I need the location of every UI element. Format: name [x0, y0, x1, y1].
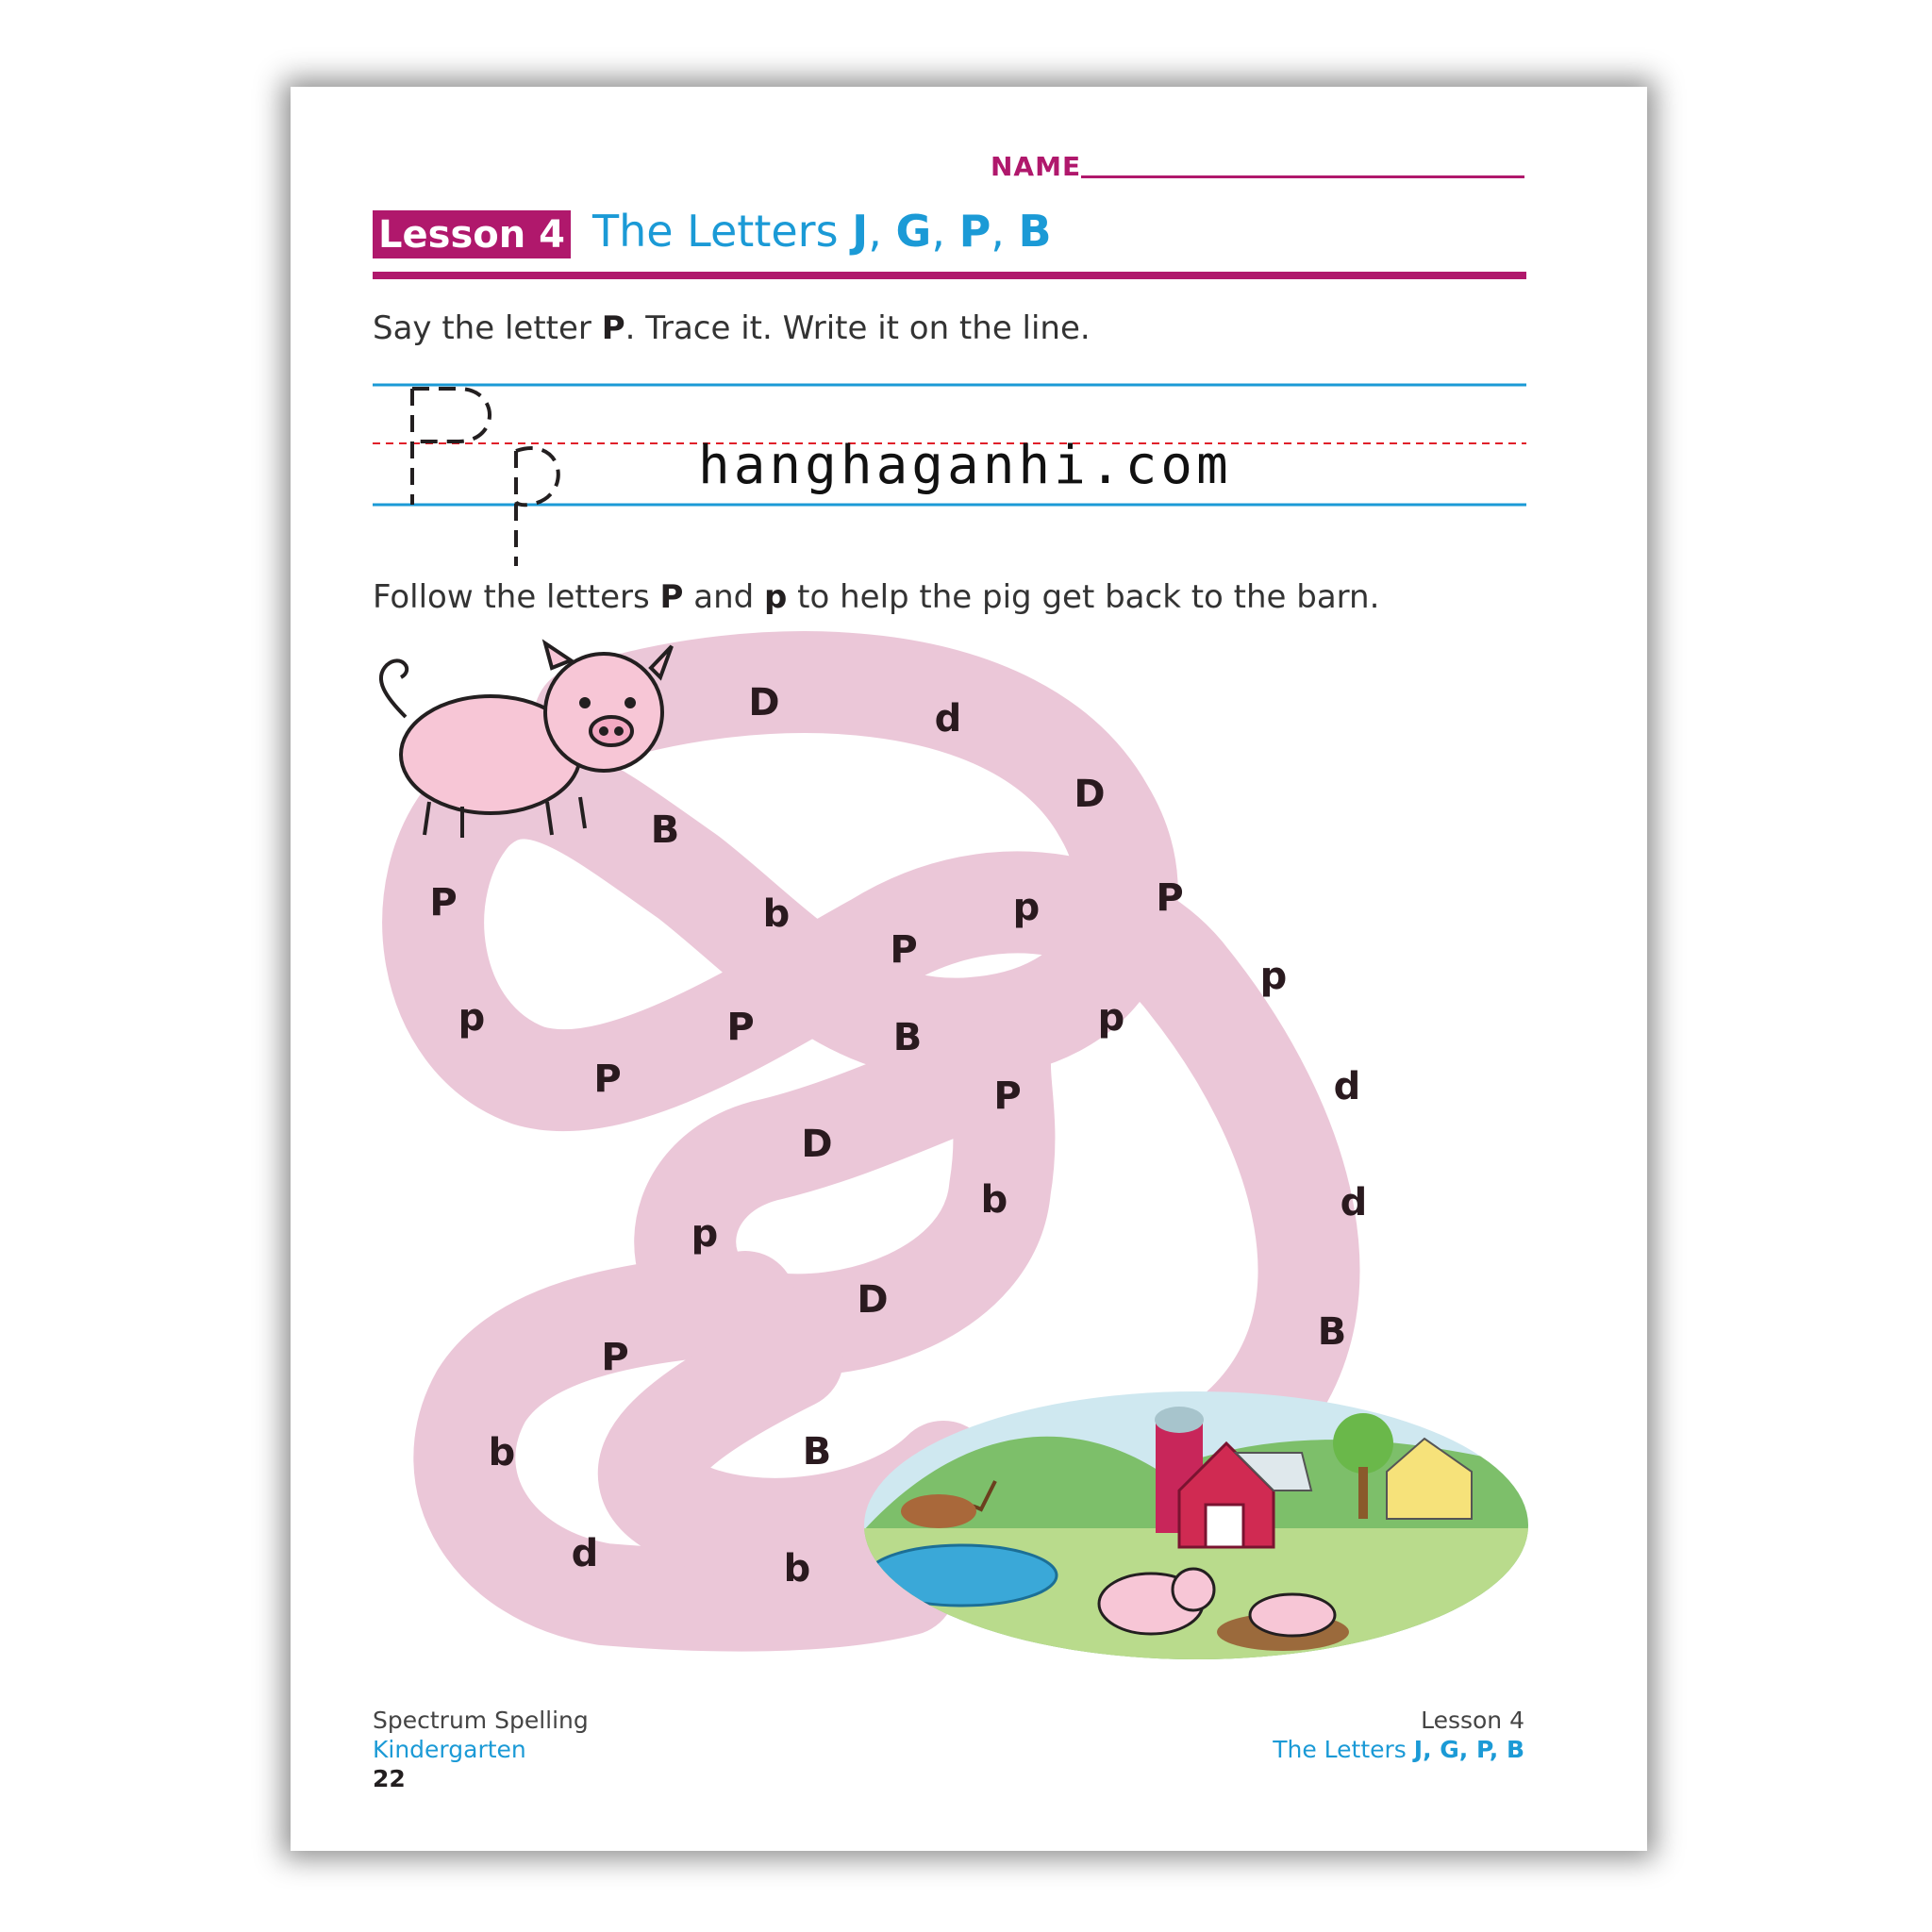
- maze-instruction-start: Follow the letters: [373, 578, 660, 616]
- maze-letter[interactable]: d: [1340, 1181, 1368, 1224]
- title-letter-g: G: [895, 206, 932, 257]
- title-letter-p: P: [958, 206, 991, 257]
- maze-letter[interactable]: d: [571, 1532, 599, 1575]
- maze-letter[interactable]: b: [762, 892, 791, 936]
- maze-letter[interactable]: b: [488, 1431, 516, 1474]
- footer-book-title: Spectrum Spelling: [373, 1707, 589, 1734]
- title-separator: ,: [991, 206, 1019, 257]
- maze-letter[interactable]: p: [1259, 955, 1288, 998]
- maze-instruction-upper: P: [659, 578, 684, 616]
- title-separator: ,: [868, 206, 896, 257]
- maze-letter[interactable]: p: [458, 996, 486, 1040]
- maze-letter[interactable]: B: [650, 808, 680, 852]
- maze-letter[interactable]: D: [857, 1278, 889, 1322]
- footer-grade: Kindergarten: [373, 1736, 526, 1763]
- maze-letter[interactable]: P: [890, 928, 918, 972]
- maze-letter[interactable]: B: [1317, 1310, 1347, 1354]
- maze-letter[interactable]: p: [1012, 886, 1041, 929]
- maze-letter[interactable]: P: [993, 1074, 1022, 1118]
- maze-letter[interactable]: P: [1156, 876, 1184, 920]
- maze-letter[interactable]: P: [726, 1006, 755, 1049]
- maze-letter[interactable]: B: [802, 1430, 832, 1474]
- trace-lowercase-p[interactable]: [516, 448, 558, 566]
- footer-left: [373, 1706, 589, 1793]
- trace-instruction-start: Say the letter: [373, 309, 602, 347]
- maze-instruction-mid: and: [683, 578, 765, 616]
- maze-letter[interactable]: b: [980, 1178, 1008, 1222]
- footer-lesson-title-letters: J, G, P, B: [1413, 1736, 1524, 1763]
- maze-instruction-end: to help the pig get back to the barn.: [787, 578, 1380, 616]
- maze-letter[interactable]: p: [1097, 996, 1125, 1040]
- footer-lesson-title: [1273, 1735, 1524, 1764]
- title-separator: ,: [931, 206, 959, 257]
- footer-lesson: Lesson 4: [1421, 1707, 1524, 1734]
- name-label: NAME: [991, 151, 1082, 182]
- maze-letter[interactable]: d: [1333, 1065, 1361, 1108]
- title-letter-j: J: [852, 206, 869, 257]
- title-letter-b: B: [1018, 206, 1052, 257]
- farm-scene-icon: [849, 1391, 1547, 1679]
- trace-instruction-letter: P: [601, 309, 625, 347]
- lesson-badge: Lesson 4: [373, 210, 571, 258]
- maze-letter[interactable]: p: [691, 1212, 719, 1256]
- maze-letter[interactable]: B: [892, 1016, 923, 1059]
- maze-letter[interactable]: d: [934, 697, 962, 741]
- maze-instruction-lower: p: [764, 578, 788, 616]
- maze-letter[interactable]: P: [593, 1058, 622, 1101]
- footer-lesson-title-prefix: The Letters: [1273, 1736, 1414, 1763]
- maze-letter[interactable]: b: [783, 1547, 811, 1591]
- trace-uppercase-p[interactable]: [412, 389, 490, 505]
- maze-letter[interactable]: D: [801, 1123, 833, 1166]
- maze-letter[interactable]: P: [601, 1336, 629, 1379]
- maze-letter[interactable]: D: [748, 681, 780, 724]
- lesson-title-prefix: The Letters: [592, 206, 853, 257]
- footer-right: [1273, 1706, 1524, 1764]
- maze-letter[interactable]: P: [429, 881, 458, 924]
- maze-letter[interactable]: D: [1074, 773, 1106, 816]
- watermark-text: hanghaganhi.com: [698, 435, 1232, 496]
- trace-instruction-end: . Trace it. Write it on the line.: [625, 309, 1091, 347]
- page-number: 22: [373, 1765, 406, 1792]
